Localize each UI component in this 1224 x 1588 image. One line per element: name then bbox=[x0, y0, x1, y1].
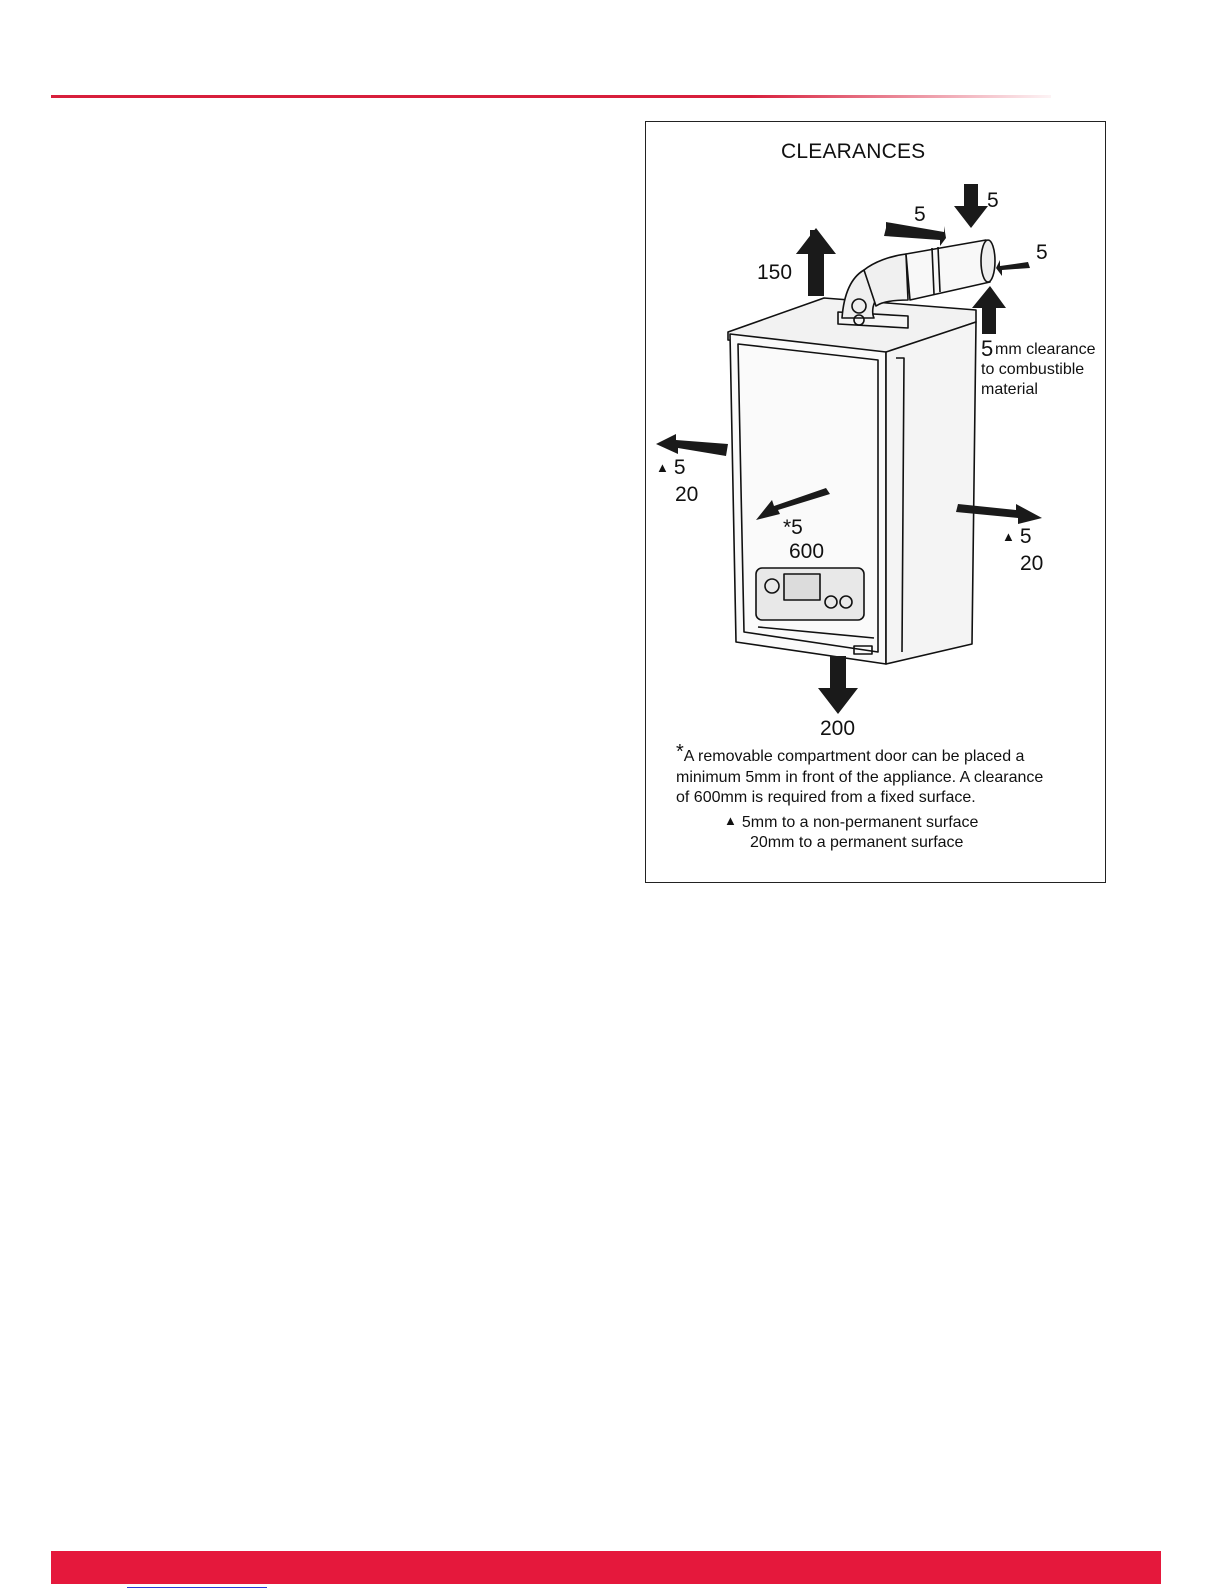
triangle-icon: ▲ bbox=[724, 813, 737, 828]
clearances-figure bbox=[645, 121, 1106, 883]
footer-bar bbox=[51, 1551, 1161, 1584]
label-top: 150 bbox=[757, 261, 793, 284]
note-star: * bbox=[676, 741, 684, 763]
arrow-flue-top bbox=[954, 184, 988, 228]
legend-line2: 20mm to a permanent surface bbox=[750, 834, 964, 851]
header-rule bbox=[51, 95, 1051, 98]
triangle-icon: ▲ bbox=[1002, 529, 1015, 544]
combustible-line1: mm clearance bbox=[995, 341, 1096, 358]
removable-door-note bbox=[676, 742, 1043, 809]
label-left-b: 20 bbox=[675, 483, 699, 506]
note-line3: of 600mm is required from a fixed surface. bbox=[676, 789, 976, 806]
label-flue-below: 5 bbox=[981, 336, 994, 361]
label-left-a: 5 bbox=[673, 456, 686, 479]
surface-legend bbox=[724, 811, 978, 853]
arrow-top bbox=[796, 228, 836, 296]
label-bottom: 200 bbox=[820, 717, 856, 740]
arrow-flue-end bbox=[996, 260, 1030, 276]
triangle-icon: ▲ bbox=[656, 460, 669, 475]
arrow-bottom bbox=[818, 656, 858, 714]
label-flue-end: 5 bbox=[1036, 241, 1048, 264]
figure-title: CLEARANCES bbox=[781, 140, 926, 163]
arrow-left bbox=[656, 434, 728, 456]
label-front-b: 600 bbox=[789, 540, 825, 563]
label-right-b: 20 bbox=[1020, 552, 1044, 575]
arrow-flue-below bbox=[972, 286, 1006, 334]
label-flue-top: 5 bbox=[987, 189, 999, 212]
legend-line1: 5mm to a non-permanent surface bbox=[741, 814, 979, 831]
note-line1: A removable compartment door can be placed a bbox=[683, 748, 1025, 765]
note-line2: minimum 5mm in front of the appliance. A clearance bbox=[676, 768, 1044, 786]
label-front-a: *5 bbox=[783, 516, 803, 539]
label-flue-side: 5 bbox=[914, 203, 926, 226]
label-right-a: 5 bbox=[1019, 525, 1032, 548]
combustible-line2: to combustible bbox=[981, 361, 1085, 378]
combustible-line3: material bbox=[981, 381, 1038, 398]
